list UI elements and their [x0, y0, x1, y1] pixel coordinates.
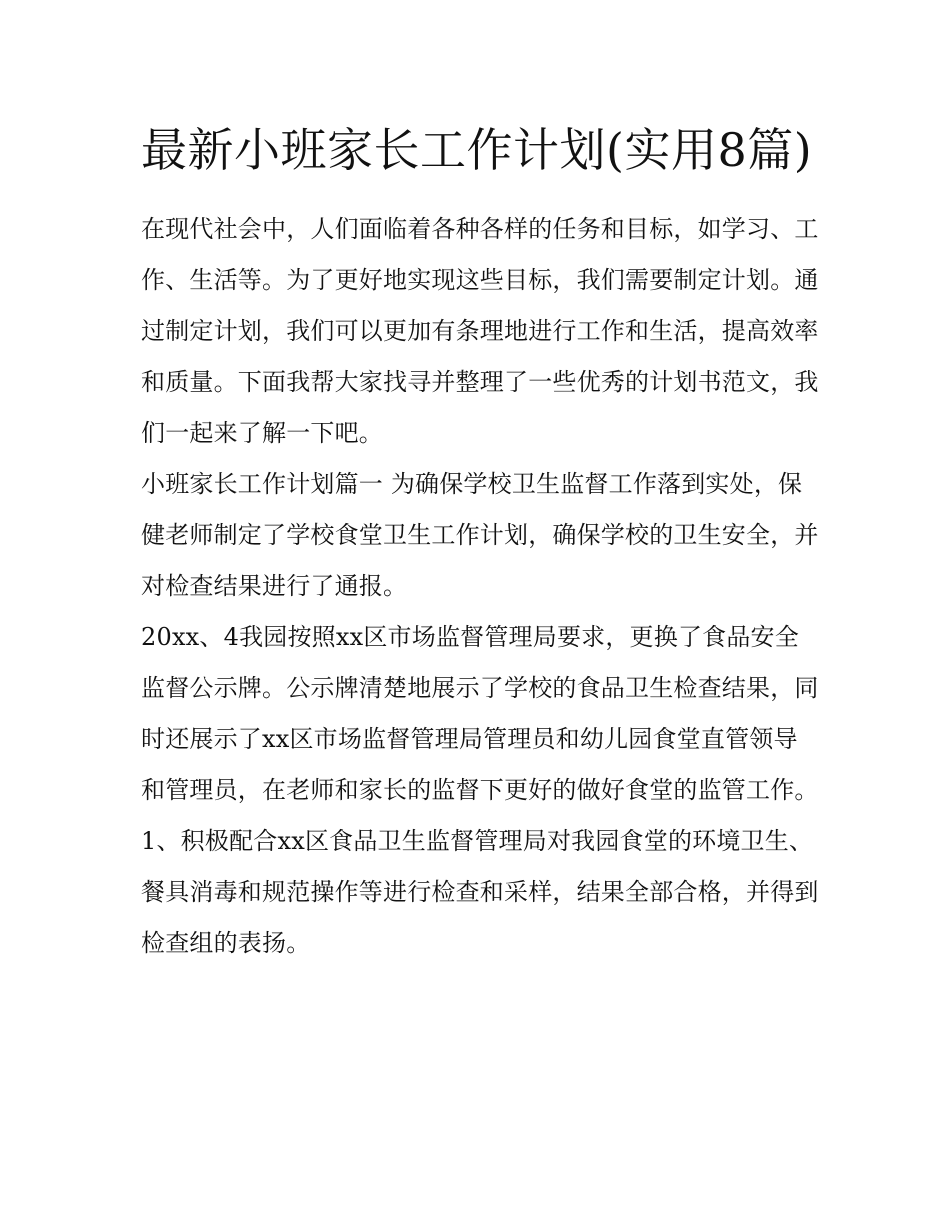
document-title: 最新小班家长工作计划(实用8篇) [141, 123, 813, 177]
paragraph-signboard: 20xx、4我园按照xx区市场监督管理局要求，更换了食品安全监督公示牌。公示牌清楚地展示了学校的食品卫生检查结果，同时还展示了xx区市场监督管理局管理员和幼儿园食堂直管领导和管理员，在老师和家长的监督下更好的做好食堂的监管工作。 [141, 623, 819, 804]
document-body [141, 110, 821, 969]
paragraph-item-1: 1、积极配合xx区食品卫生监督管理局对我园食堂的环境卫生、餐具消毒和规范操作等进行检查和采样，结果全部合格，并得到检查组的表扬。 [141, 827, 819, 957]
paragraph-intro: 在现代社会中，人们面临着各种各样的任务和目标，如学习、工作、生活等。为了更好地实现这些目标，我们需要制定计划。通过制定计划，我们可以更加有条理地进行工作和生活，提高效率和质量。下面我帮大家找寻并整理了一些优秀的计划书范文，我们一起来了解一下吧。 [141, 215, 819, 447]
paragraph-plan-one: 小班家长工作计划篇一 为确保学校卫生监督工作落到实处，保健老师制定了学校食堂卫生工作计划，确保学校的卫生安全，并对检查结果进行了通报。 [141, 470, 819, 600]
